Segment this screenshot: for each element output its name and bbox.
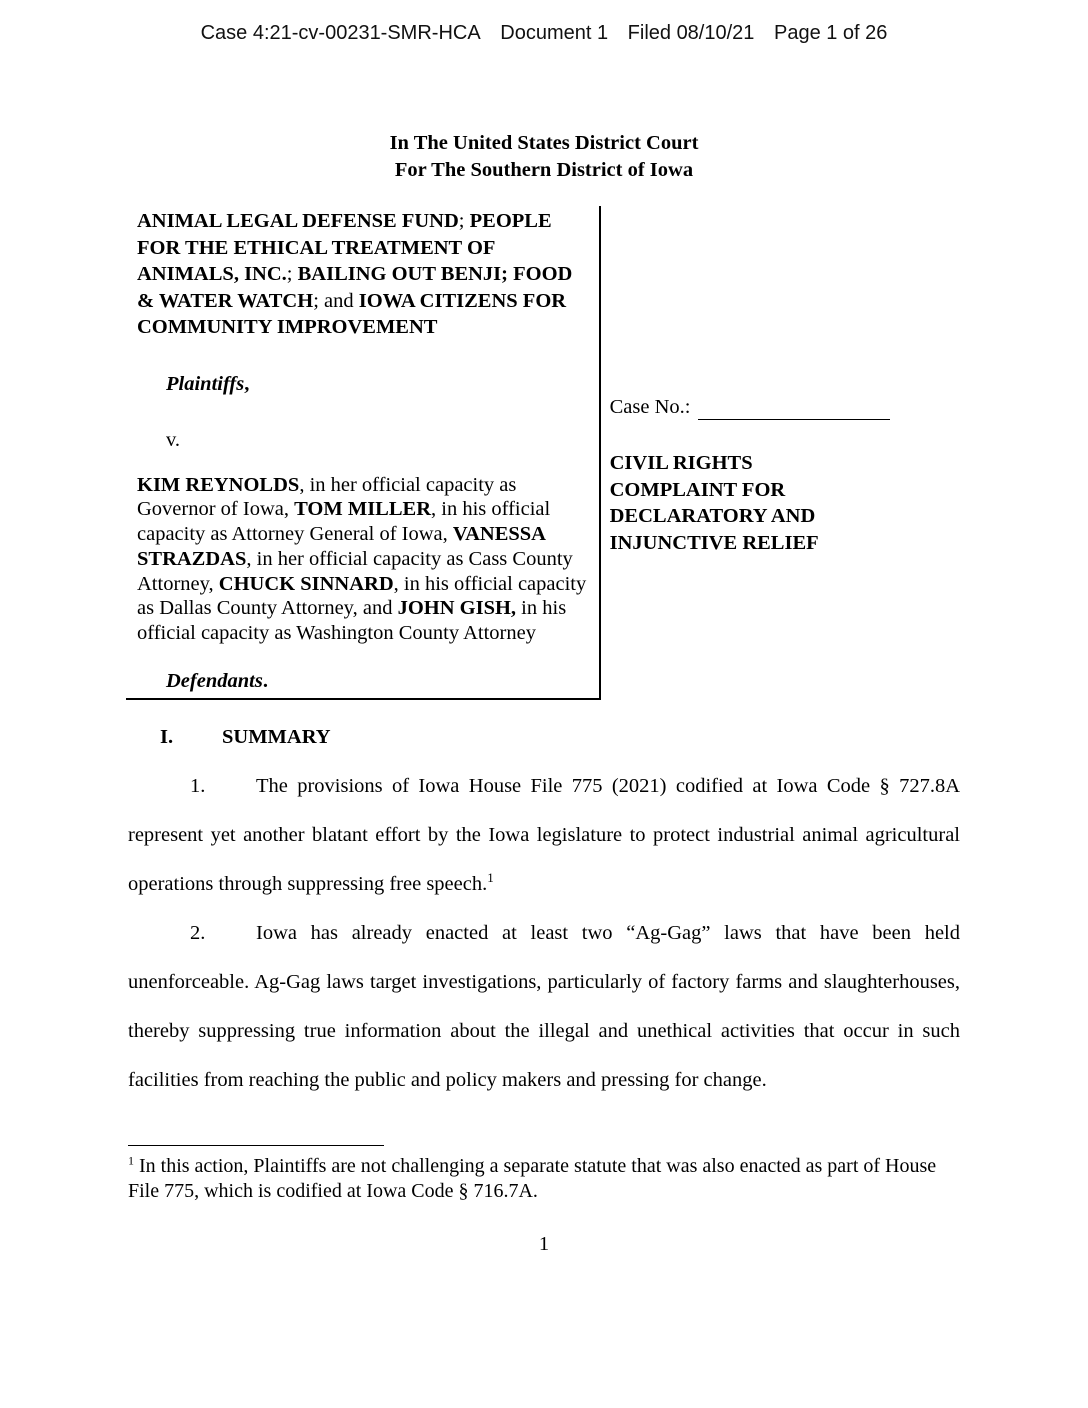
plaintiffs-label: [166, 371, 591, 397]
plaintiffs-comma: ,: [244, 372, 250, 395]
footnote-divider: [128, 1145, 384, 1146]
plaintiff-4: IOWA CITIZENS FOR COMMUNITY IMPROVEMENT: [137, 289, 567, 338]
paragraph-text: The provisions of Iowa House File 775 (2021) codified at Iowa Code § 727.8A represent yet another blatant effort by the Iowa legislature to protect industrial animal agricultural operations through suppressing free speech.: [128, 775, 960, 896]
paragraph-2: [128, 909, 960, 1105]
paragraph-number: 1.: [190, 775, 206, 798]
case-number-field: [610, 394, 986, 420]
separator: ;: [458, 210, 465, 232]
footnote-1: [128, 1154, 968, 1203]
separator: ;: [286, 263, 293, 285]
plaintiff-1: ANIMAL LEGAL DEFENSE FUND: [137, 210, 459, 232]
defendant-3-name: VANESSA STRAZDAS: [137, 523, 545, 570]
paragraph-number: 2.: [190, 922, 206, 945]
case-caption-title: [601, 206, 986, 700]
section-title: SUMMARY: [222, 726, 331, 749]
separator: ; and: [313, 289, 359, 312]
footnote-reference[interactable]: 1: [487, 870, 494, 886]
filed-date: Filed 08/10/21: [627, 22, 755, 44]
defendants-period: .: [262, 670, 268, 693]
plaintiff-names: [137, 208, 591, 341]
case-caption-parties: [126, 206, 601, 700]
section-heading: [160, 724, 960, 750]
court-name-line-2: For The Southern District of Iowa: [394, 159, 694, 181]
footnote-text: In this action, Plaintiffs are not challenging a separate statute that was also enacted as part of House File 775, which is codified at Iowa Code § 716.7A.: [128, 1155, 937, 1202]
defendant-2-name: TOM MILLER: [294, 498, 431, 521]
footnote-marker: 1: [128, 1153, 134, 1168]
defendant-1-capacity: , in her official capacity as Governor of Iowa,: [137, 473, 517, 521]
case-caption: [126, 206, 986, 700]
document-number: Document 1: [500, 22, 609, 44]
plaintiffs-label-text: Plaintiffs: [166, 372, 245, 395]
court-heading: [0, 130, 1088, 184]
document-title: CIVIL RIGHTS COMPLAINT FOR DECLARATORY AND INJUNCTIVE RELIEF: [609, 452, 819, 554]
defendant-4-name: CHUCK SINNARD: [218, 572, 394, 595]
court-name-line-1: In The United States District Court: [389, 132, 699, 154]
defendants-label-text: Defendants: [166, 670, 263, 693]
main-body: [128, 724, 960, 1203]
defendant-4-capacity: , in his official capacity as Dallas County Attorney, and: [137, 572, 587, 620]
section-number: I.: [160, 726, 174, 749]
defendant-3-capacity: , in her official capacity as Cass County Attorney,: [137, 547, 573, 595]
plaintiff-3: BAILING OUT BENJI; FOOD & WATER WATCH: [137, 263, 573, 312]
defendant-2-capacity: , in his official capacity as Attorney General of Iowa,: [137, 498, 551, 546]
footnote-area: [128, 1145, 960, 1203]
defendants-label: [166, 668, 591, 694]
versus: v.: [166, 428, 181, 451]
page-count: Page 1 of 26: [773, 22, 888, 44]
ecf-filing-header: [0, 0, 1088, 46]
page-number: 1: [538, 1233, 550, 1256]
case-number-label: Case No.:: [609, 396, 691, 418]
paragraph-text: Iowa has already enacted at least two “Ag-Gag” laws that have been held unenforceable. Ag-Gag laws target investigations, particularly of factory farms and slaughterhouses, thereby suppressing true information about the illegal and unethical activities that occur in such facilities from reaching the public and policy makers and pressing for change.: [128, 922, 960, 1092]
defendant-1-name: KIM REYNOLDS: [137, 473, 300, 496]
plaintiff-2: PEOPLE FOR THE ETHICAL TREATMENT OF ANIMALS, INC.: [137, 210, 552, 285]
defendant-5-name: JOHN GISH,: [397, 597, 517, 620]
defendant-names: [137, 473, 591, 647]
defendant-5-capacity: in his official capacity as Washington County Attorney: [137, 597, 567, 645]
paragraph-1: [128, 762, 960, 909]
case-number-blank-line: [698, 401, 890, 420]
case-number: Case 4:21-cv-00231-SMR-HCA: [200, 22, 481, 44]
